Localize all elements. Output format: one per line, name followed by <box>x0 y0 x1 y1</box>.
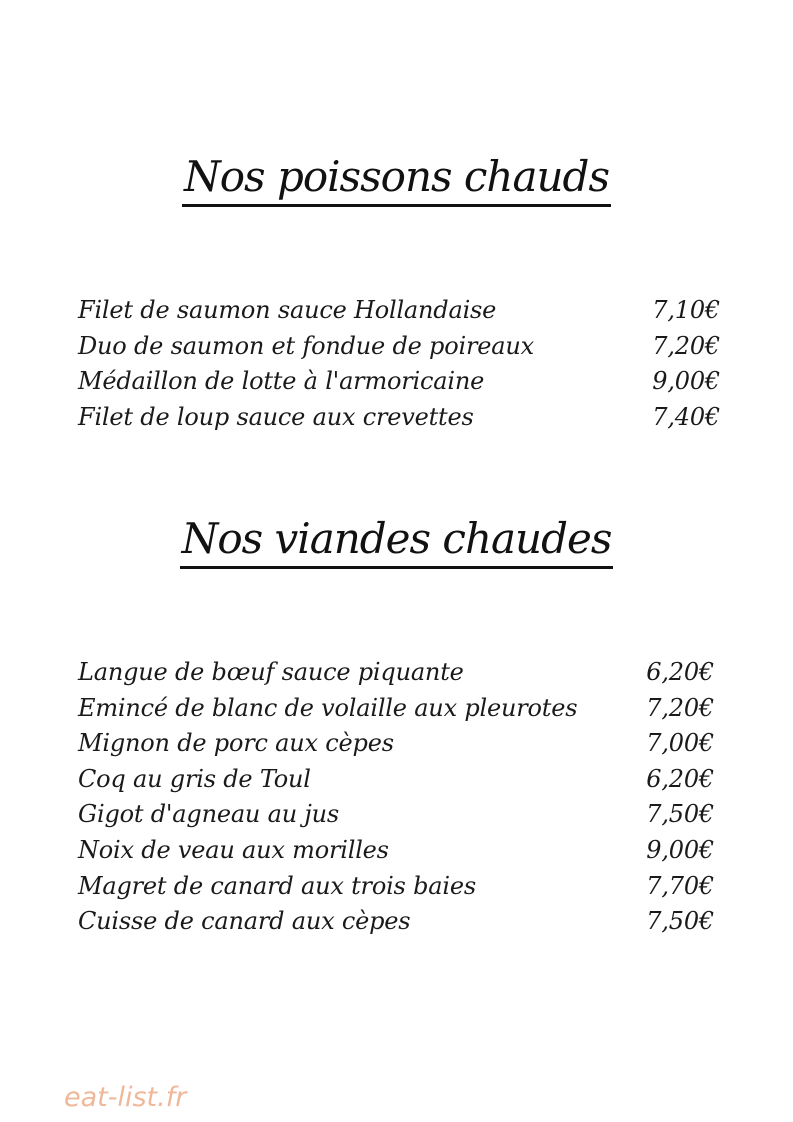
menu-item-name: Coq au gris de Toul <box>78 764 311 793</box>
menu-item-name: Filet de loup sauce aux crevettes <box>78 402 474 431</box>
menu-item-price: 7,10€ <box>652 296 720 324</box>
menu-item <box>78 694 720 730</box>
meat-menu-list <box>78 658 720 943</box>
watermark: eat-list.fr <box>64 1082 187 1113</box>
menu-item <box>78 800 720 836</box>
menu-item <box>78 332 720 368</box>
menu-item-price: 7,70€ <box>646 871 714 900</box>
menu-item-name: Magret de canard aux trois baies <box>78 871 476 900</box>
menu-item-price: 6,20€ <box>646 658 714 686</box>
menu-item-name: Noix de veau aux morilles <box>78 835 389 864</box>
menu-item <box>78 658 720 694</box>
menu-item-price: 7,50€ <box>646 800 714 829</box>
menu-item <box>78 367 720 403</box>
menu-item-price: 6,20€ <box>646 764 714 793</box>
menu-item-price: 7,50€ <box>646 907 714 936</box>
menu-item <box>78 872 720 908</box>
menu-item-name: Gigot d'agneau au jus <box>78 800 340 829</box>
menu-item-name: Emincé de blanc de volaille aux pleurotes <box>78 693 578 722</box>
menu-item-name: Duo de saumon et fondue de poireaux <box>78 331 534 360</box>
section-title-meat <box>0 514 793 569</box>
menu-item <box>78 836 720 872</box>
menu-item-name: Langue de bœuf sauce piquante <box>78 658 464 686</box>
section-title-fish <box>0 152 793 207</box>
fish-menu-list <box>78 296 720 438</box>
menu-item-name: Filet de saumon sauce Hollandaise <box>78 296 497 324</box>
menu-item <box>78 403 720 439</box>
menu-item <box>78 907 720 943</box>
menu-item-price: 9,00€ <box>652 367 720 396</box>
menu-item <box>78 296 720 332</box>
menu-item-price: 7,20€ <box>652 331 720 360</box>
menu-item-name: Cuisse de canard aux cèpes <box>78 907 411 936</box>
menu-item-name: Mignon de porc aux cèpes <box>78 729 394 758</box>
menu-item-name: Médaillon de lotte à l'armoricaine <box>78 367 485 396</box>
menu-item-price: 9,00€ <box>646 835 714 864</box>
menu-item-price: 7,20€ <box>646 693 714 722</box>
section-title-fish-text: Nos poissons chauds <box>182 156 611 207</box>
menu-item-price: 7,00€ <box>646 729 714 758</box>
section-title-meat-text: Nos viandes chaudes <box>180 518 614 569</box>
menu-item-price: 7,40€ <box>652 402 720 431</box>
menu-item <box>78 729 720 765</box>
menu-item <box>78 765 720 801</box>
